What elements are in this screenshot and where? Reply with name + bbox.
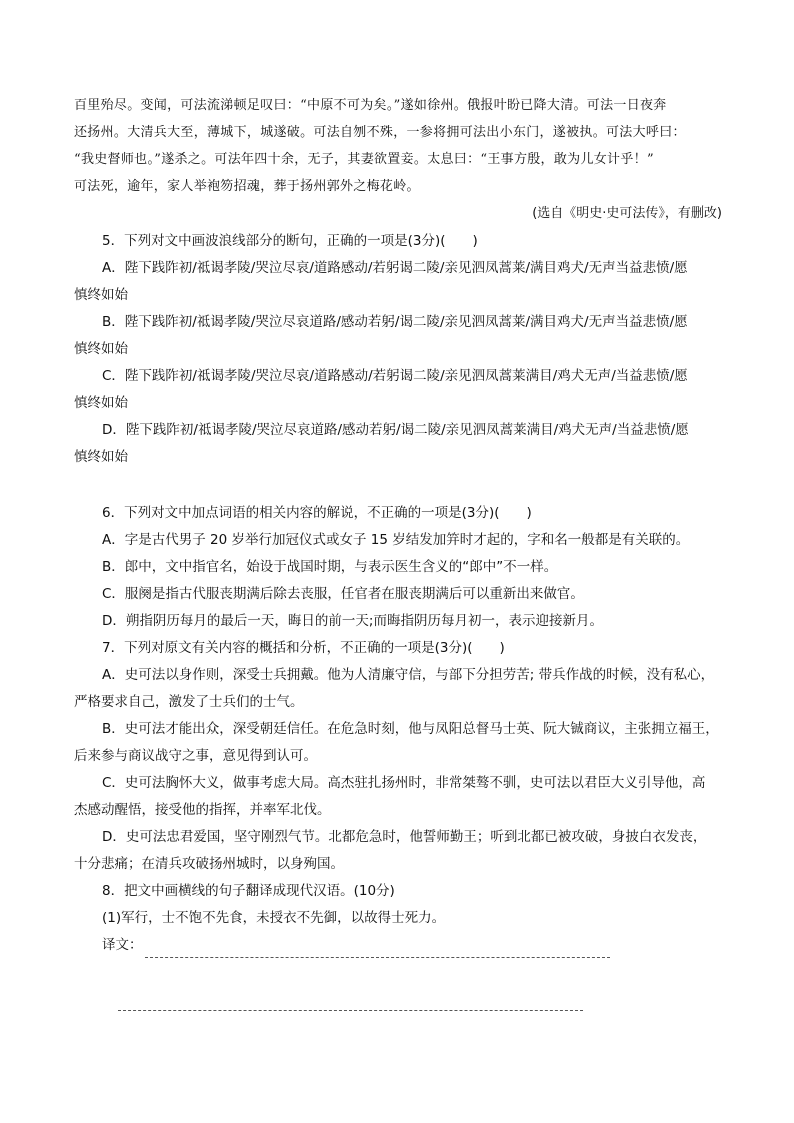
option-d-line1: D．陛下践阼初/祗谒孝陵/哭泣尽哀道路/感动若躬/谒二陵/亲见泗凤蒿莱满目/鸡犬无声/当益悲愤/愿 xyxy=(102,422,689,438)
option-a: A．字是古代男子 20 岁举行加冠仪式或女子 15 岁结发加笄时才起的，字和名一般都是有关联的。 xyxy=(102,532,690,548)
passage-line: “我史督师也。”遂杀之。可法年四十余，无子，其妻欲置妾。太息曰：“王事方殷，敢为儿女计乎！” xyxy=(74,152,654,167)
option-a-line2: 慎终如始 xyxy=(74,287,128,303)
option-b-line1: B．史可法才能出众，深受朝廷信任。在危急时刻，他与凤阳总督马士英、阮大铖商议，主张拥立福王， xyxy=(102,721,719,737)
option-d-line2: 慎终如始 xyxy=(74,449,128,465)
question-6 xyxy=(74,500,724,635)
option-d: D．朔指阴历每月的最后一天，晦日的前一天;而晦指阴历每月初一，表示迎接新月。 xyxy=(102,613,603,629)
option-b-line2: 后来参与商议战守之事，意见得到认可。 xyxy=(74,748,317,764)
option-d-line2: 十分悲痛；在清兵攻破扬州城时，以身殉国。 xyxy=(74,856,344,872)
option-a-line1: A．陛下践阼初/祗谒孝陵/哭泣尽哀/道路感动/若躬谒二陵/亲见泗凤蒿莱/满目鸡犬/无声当益悲愤/愿 xyxy=(102,260,688,276)
option-c: C．服阕是指古代服丧期满后除去丧服，任官者在服丧期满后可以重新出来做官。 xyxy=(102,586,584,602)
answer-line[interactable] xyxy=(145,957,610,958)
question-stem: 7．下列对原文有关内容的概括和分析，不正确的一项是(3分)( ) xyxy=(102,640,505,656)
option-c-line2: 慎终如始 xyxy=(74,395,128,411)
answer-row xyxy=(74,932,724,959)
question-7 xyxy=(74,635,724,878)
answer-line[interactable] xyxy=(118,1010,583,1011)
question-5 xyxy=(74,228,724,471)
option-c-line1: C．史可法胸怀大义，做事考虑大局。高杰驻扎扬州时，非常桀骜不驯，史可法以君臣大义引导他，高 xyxy=(102,775,706,791)
question-stem: 8．把文中画横线的句子翻译成现代汉语。(10分) xyxy=(102,883,395,899)
question-stem: 5．下列对文中画波浪线部分的断句，正确的一项是(3分)( ) xyxy=(102,233,478,249)
passage-source: (选自《明史·史可法传》，有删改) xyxy=(532,206,722,221)
answer-label: 译文： xyxy=(102,937,143,953)
question-8 xyxy=(74,878,724,959)
sub-question-1: (1)军行，士不饱不先食，未授衣不先御，以故得士死力。 xyxy=(102,910,446,926)
option-a-line2: 严格要求自己，激发了士兵们的士气。 xyxy=(74,694,304,710)
option-b: B．郎中，文中指官名，始设于战国时期，与表示医生含义的“郎中”不一样。 xyxy=(102,559,558,575)
option-c-line2: 杰感动醒悟，接受他的指挥，并率军北伐。 xyxy=(74,802,331,818)
option-b-line1: B．陛下践阼初/祗谒孝陵/哭泣尽哀道路/感动若躬/谒二陵/亲见泗凤蒿莱/满目鸡犬/无声当益悲愤/愿 xyxy=(102,314,688,330)
option-d-line1: D．史可法忠君爱国，坚守刚烈气节。北都危急时，他誓师勤王；听到北都已被攻破，身披白衣发丧， xyxy=(102,829,707,845)
passage xyxy=(74,92,724,200)
option-a-line1: A．史可法以身作则，深受士兵拥戴。他为人清廉守信，与部下分担劳苦; 带兵作战的时候，没有私心， xyxy=(102,667,715,683)
passage-line: 可法死，逾年，家人举袍笏招魂，葬于扬州郭外之梅花岭。 xyxy=(74,179,420,194)
option-c-line1: C．陛下践阼初/祗谒孝陵/哭泣尽哀/道路感动/若躬谒二陵/亲见泗凤蒿莱满目/鸡犬无声/当益悲愤/愿 xyxy=(102,368,688,384)
passage-line: 还扬州。大清兵大至，薄城下，城遂破。可法自刎不殊，一参将拥可法出小东门，遂被执。可法大呼曰： xyxy=(74,125,686,140)
option-b-line2: 慎终如始 xyxy=(74,341,128,357)
question-stem: 6．下列对文中加点词语的相关内容的解说，不正确的一项是(3分)( ) xyxy=(102,505,532,521)
passage-line: 百里殆尽。变闻，可法流涕顿足叹曰：“中原不可为矣。”遂如徐州。俄报叶盼已降大清。可法一日夜奔 xyxy=(74,98,667,113)
